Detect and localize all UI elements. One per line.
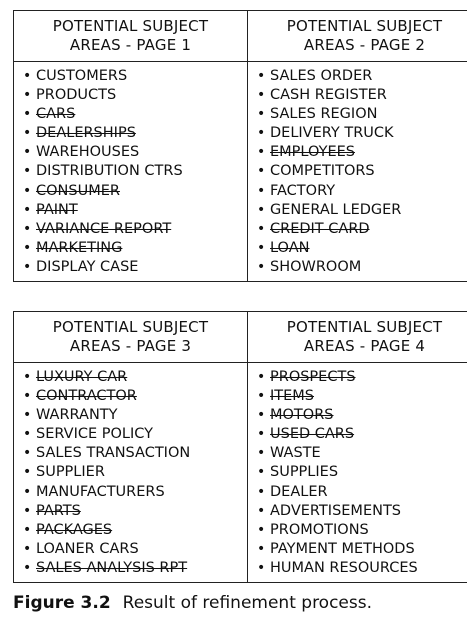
struck-item-label: LOAN <box>270 239 310 256</box>
list-item <box>23 201 247 220</box>
item-label: DEALER <box>270 483 328 500</box>
list-item <box>257 105 467 124</box>
bullet-icon: • <box>23 68 32 84</box>
subject-area-list <box>14 62 247 277</box>
panel-header-line-2: AREAS - PAGE 4 <box>303 337 426 355</box>
bullet-icon: • <box>23 220 32 237</box>
list-item <box>23 258 247 277</box>
bullet-icon: • <box>257 125 266 142</box>
panel-header-line-2: AREAS - PAGE 1 <box>69 36 192 54</box>
item-label: LOANER CARS <box>36 540 139 557</box>
item-label: PROMOTIONS <box>270 521 369 538</box>
struck-item-label: EMPLOYEES <box>270 144 355 161</box>
bullet-icon: • <box>257 559 266 576</box>
list-item <box>257 406 467 425</box>
subject-area-list <box>14 363 247 578</box>
bullet-icon: • <box>257 87 266 104</box>
list-item <box>23 220 247 239</box>
list-item <box>257 86 467 105</box>
bullet-icon: • <box>257 68 266 84</box>
item-label: PRODUCTS <box>36 87 117 104</box>
list-item <box>257 258 467 277</box>
struck-item-label: PROSPECTS <box>270 369 356 385</box>
bullet-icon: • <box>23 125 32 142</box>
bullet-icon: • <box>257 201 266 218</box>
list-item <box>257 521 467 540</box>
list-item <box>257 239 467 258</box>
item-label: DISTRIBUTION CTRS <box>36 163 183 180</box>
list-item <box>23 502 247 521</box>
subject-areas-panel-page-2 <box>247 10 467 282</box>
item-label: DELIVERY TRUCK <box>270 125 394 142</box>
bullet-icon: • <box>23 258 32 275</box>
bullet-icon: • <box>257 258 266 275</box>
list-item <box>257 182 467 201</box>
list-item <box>257 483 467 502</box>
bullet-icon: • <box>257 426 266 443</box>
item-label: SERVICE POLICY <box>36 426 153 443</box>
list-item <box>23 463 247 482</box>
list-item <box>23 162 247 181</box>
list-item <box>257 559 467 578</box>
list-item <box>23 387 247 406</box>
bullet-icon: • <box>23 426 32 443</box>
struck-item-label: VARIANCE REPORT <box>36 220 172 237</box>
bullet-icon: • <box>257 369 266 385</box>
list-item <box>23 86 247 105</box>
panel-header-line-1: POTENTIAL SUBJECT <box>52 318 209 336</box>
list-item <box>257 502 467 521</box>
panel-header-line-2: AREAS - PAGE 3 <box>69 337 192 355</box>
list-item <box>23 124 247 143</box>
panel-header-line-1: POTENTIAL SUBJECT <box>286 17 443 35</box>
bullet-icon: • <box>23 87 32 104</box>
bullet-icon: • <box>257 483 266 500</box>
list-item <box>23 105 247 124</box>
panel-header-line-1: POTENTIAL SUBJECT <box>286 318 443 336</box>
subject-area-list <box>248 363 467 578</box>
list-item <box>23 444 247 463</box>
item-label: SUPPLIES <box>270 464 339 481</box>
struck-item-label: PAINT <box>36 201 78 218</box>
subject-area-list <box>248 62 467 277</box>
bullet-icon: • <box>23 201 32 218</box>
list-item <box>257 387 467 406</box>
item-label: WARRANTY <box>36 407 118 424</box>
bullet-icon: • <box>257 502 266 519</box>
bullet-icon: • <box>257 106 266 123</box>
bullet-icon: • <box>23 182 32 199</box>
bullet-icon: • <box>23 163 32 180</box>
list-item <box>23 368 247 387</box>
struck-item-label: CARS <box>36 106 76 123</box>
bullet-icon: • <box>23 106 32 123</box>
list-item <box>257 463 467 482</box>
item-label: SALES ORDER <box>270 68 373 84</box>
struck-item-label: MOTORS <box>270 407 334 424</box>
item-label: SALES REGION <box>270 106 378 123</box>
bullet-icon: • <box>23 407 32 424</box>
struck-item-label: SALES ANALYSIS RPT <box>36 559 188 576</box>
struck-item-label: PACKAGES <box>36 521 113 538</box>
subject-areas-panel-page-3 <box>13 311 248 583</box>
item-label: DISPLAY CASE <box>36 258 139 275</box>
struck-item-label: MARKETING <box>36 239 123 256</box>
list-item <box>257 425 467 444</box>
list-item <box>257 444 467 463</box>
panel-header-line-2: AREAS - PAGE 2 <box>303 36 426 54</box>
panel-header <box>248 312 467 363</box>
subject-areas-panel-page-1 <box>13 10 248 282</box>
bullet-icon: • <box>257 182 266 199</box>
panel-header <box>248 11 467 62</box>
struck-item-label: LUXURY CAR <box>36 369 128 385</box>
list-item <box>23 425 247 444</box>
item-label: WAREHOUSES <box>36 144 140 161</box>
item-label: CASH REGISTER <box>270 87 387 104</box>
bullet-icon: • <box>257 407 266 424</box>
struck-item-label: PARTS <box>36 502 81 519</box>
subject-areas-panel-page-4 <box>247 311 467 583</box>
item-label: MANUFACTURERS <box>36 483 165 500</box>
bullet-icon: • <box>23 559 32 576</box>
bullet-icon: • <box>257 445 266 462</box>
struck-item-label: CONTRACTOR <box>36 388 137 405</box>
list-item <box>23 67 247 86</box>
list-item <box>257 220 467 239</box>
item-label: ADVERTISEMENTS <box>270 502 402 519</box>
bullet-icon: • <box>257 521 266 538</box>
bullet-icon: • <box>23 369 32 385</box>
item-label: HUMAN RESOURCES <box>270 559 418 576</box>
bullet-icon: • <box>257 540 266 557</box>
list-item <box>257 67 467 86</box>
item-label: WASTE <box>270 445 321 462</box>
list-item <box>23 540 247 559</box>
list-item <box>23 406 247 425</box>
figure-label: Figure 3.2 <box>13 593 111 613</box>
bullet-icon: • <box>23 464 32 481</box>
list-item <box>23 182 247 201</box>
bullet-icon: • <box>257 239 266 256</box>
bullet-icon: • <box>23 445 32 462</box>
item-label: SUPPLIER <box>36 464 105 481</box>
item-label: GENERAL LEDGER <box>270 201 402 218</box>
bullet-icon: • <box>257 144 266 161</box>
struck-item-label: CREDIT CARD <box>270 220 370 237</box>
list-item <box>257 201 467 220</box>
struck-item-label: DEALERSHIPS <box>36 125 136 142</box>
list-item <box>23 559 247 578</box>
bullet-icon: • <box>257 163 266 180</box>
list-item <box>257 143 467 162</box>
item-label: COMPETITORS <box>270 163 375 180</box>
bullet-icon: • <box>257 220 266 237</box>
panel-header <box>14 312 247 363</box>
item-label: FACTORY <box>270 182 336 199</box>
item-label: PAYMENT METHODS <box>270 540 415 557</box>
bullet-icon: • <box>23 540 32 557</box>
struck-item-label: CONSUMER <box>36 182 120 199</box>
list-item <box>257 540 467 559</box>
bullet-icon: • <box>23 144 32 161</box>
bullet-icon: • <box>23 388 32 405</box>
figure-caption <box>13 592 372 614</box>
list-item <box>23 483 247 502</box>
list-item <box>23 143 247 162</box>
panel-header <box>14 11 247 62</box>
item-label: SALES TRANSACTION <box>36 445 191 462</box>
bullet-icon: • <box>257 388 266 405</box>
list-item <box>257 162 467 181</box>
panel-header-line-1: POTENTIAL SUBJECT <box>52 17 209 35</box>
item-label: SHOWROOM <box>270 258 362 275</box>
bullet-icon: • <box>23 239 32 256</box>
struck-item-label: USED CARS <box>270 426 355 443</box>
list-item <box>257 368 467 387</box>
figure-caption-text: Result of refinement process. <box>122 593 373 613</box>
bullet-icon: • <box>23 483 32 500</box>
bullet-icon: • <box>23 521 32 538</box>
struck-item-label: ITEMS <box>270 388 315 405</box>
list-item <box>257 124 467 143</box>
bullet-icon: • <box>257 464 266 481</box>
bullet-icon: • <box>23 502 32 519</box>
list-item <box>23 239 247 258</box>
item-label: CUSTOMERS <box>36 68 128 84</box>
list-item <box>23 521 247 540</box>
